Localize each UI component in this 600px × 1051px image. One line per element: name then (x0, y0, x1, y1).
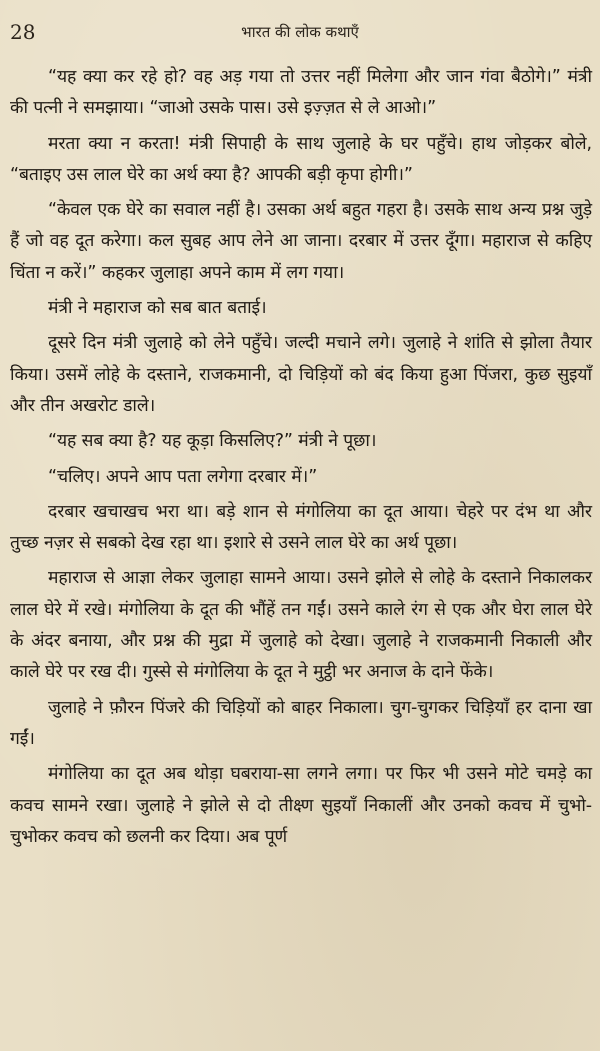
running-title: भारत की लोक कथाएँ (241, 23, 359, 41)
paragraph: मंत्री ने महाराज को सब बात बताई। (48, 298, 267, 319)
paragraph: जुलाहे ने फ़ौरन पिंजरे की चिड़ियों को बाहर निकाला। चुग-चुगकर चिड़ियाँ हर दाना खा गईं। (10, 697, 592, 749)
paragraph: महाराज से आज्ञा लेकर जुलाहा सामने आया। उसने झोले से लोहे के दस्ताने निकालकर लाल घेरे में रखे। मंगोलिया के दूत की भौंहें तन गईं। उसने काले रंग से एक और घेरा लाल घेरे के अंदर बनाया, और प्रश्न की मुद्रा में जुलाहे को देखा। जुलाहे ने राजकमानी निकाली और काले घेरे पर रख दी। गुस्से से मंगोलिया के दूत ने मुट्ठी भर अनाज के दाने फेंके। (10, 568, 592, 683)
paragraph: मंगोलिया का दूत अब थोड़ा घबराया-सा लगने लगा। पर फिर भी उसने मोटे चमड़े का कवच सामने रखा। जुलाहे ने झोले से दो तीक्ष्ण सुइयाँ निकालीं और उनको कवच में चुभो-चुभोकर कवच को छलनी कर दिया। अब पूर्ण (10, 764, 592, 847)
paragraph: दरबार खचाखच भरा था। बड़े शान से मंगोलिया का दूत आया। चेहरे पर दंभ था और तुच्छ नज़र से सबको देख रहा था। इशारे से उसने लाल घेरे का अर्थ पूछा। (10, 501, 592, 554)
paragraph: मरता क्या न करता! मंत्री सिपाही के साथ जुलाहे के घर पहुँचे। हाथ जोड़कर बोले, “बताइए उस लाल घेरे का अर्थ क्या है? आपकी बड़ी कृपा होगी।” (10, 133, 592, 185)
paragraph: “यह सब क्या है? यह कूड़ा किसलिए?” मंत्री ने पूछा। (48, 431, 377, 452)
paragraph: दूसरे दिन मंत्री जुलाहे को लेने पहुँचे। जल्दी मचाने लगे। जुलाहे ने शांति से झोला तैयार किया। उसमें लोहे के दस्ताने, राजकमानी, दो चिड़ियों को बंद किया हुआ पिंजरा, कुछ सुइयाँ और तीन अखरोट डाले। (10, 333, 592, 416)
paragraph: “चलिए। अपने आप पता लगेगा दरबार में।” (48, 466, 318, 487)
page-number: 28 (10, 20, 36, 44)
paragraph: “केवल एक घेरे का सवाल नहीं है। उसका अर्थ बहुत गहरा है। उसके साथ अन्य प्रश्न जुड़े हैं जो वह दूत करेगा। कल सुबह आप लेने आ जाना। दरबार में उत्तर दूँगा। महाराज से कहिए चिंता न करें।” कहकर जुलाहा अपने काम में लग गया। (10, 200, 592, 283)
page-header (0, 14, 600, 44)
body-text (10, 62, 592, 853)
paragraph: “यह क्या कर रहे हो? वह अड़ गया तो उत्तर नहीं मिलेगा और जान गंवा बैठोगे।” मंत्री की पत्नी ने समझाया। “जाओ उसके पास। उसे इज़्ज़त से ले आओ।” (10, 67, 592, 119)
